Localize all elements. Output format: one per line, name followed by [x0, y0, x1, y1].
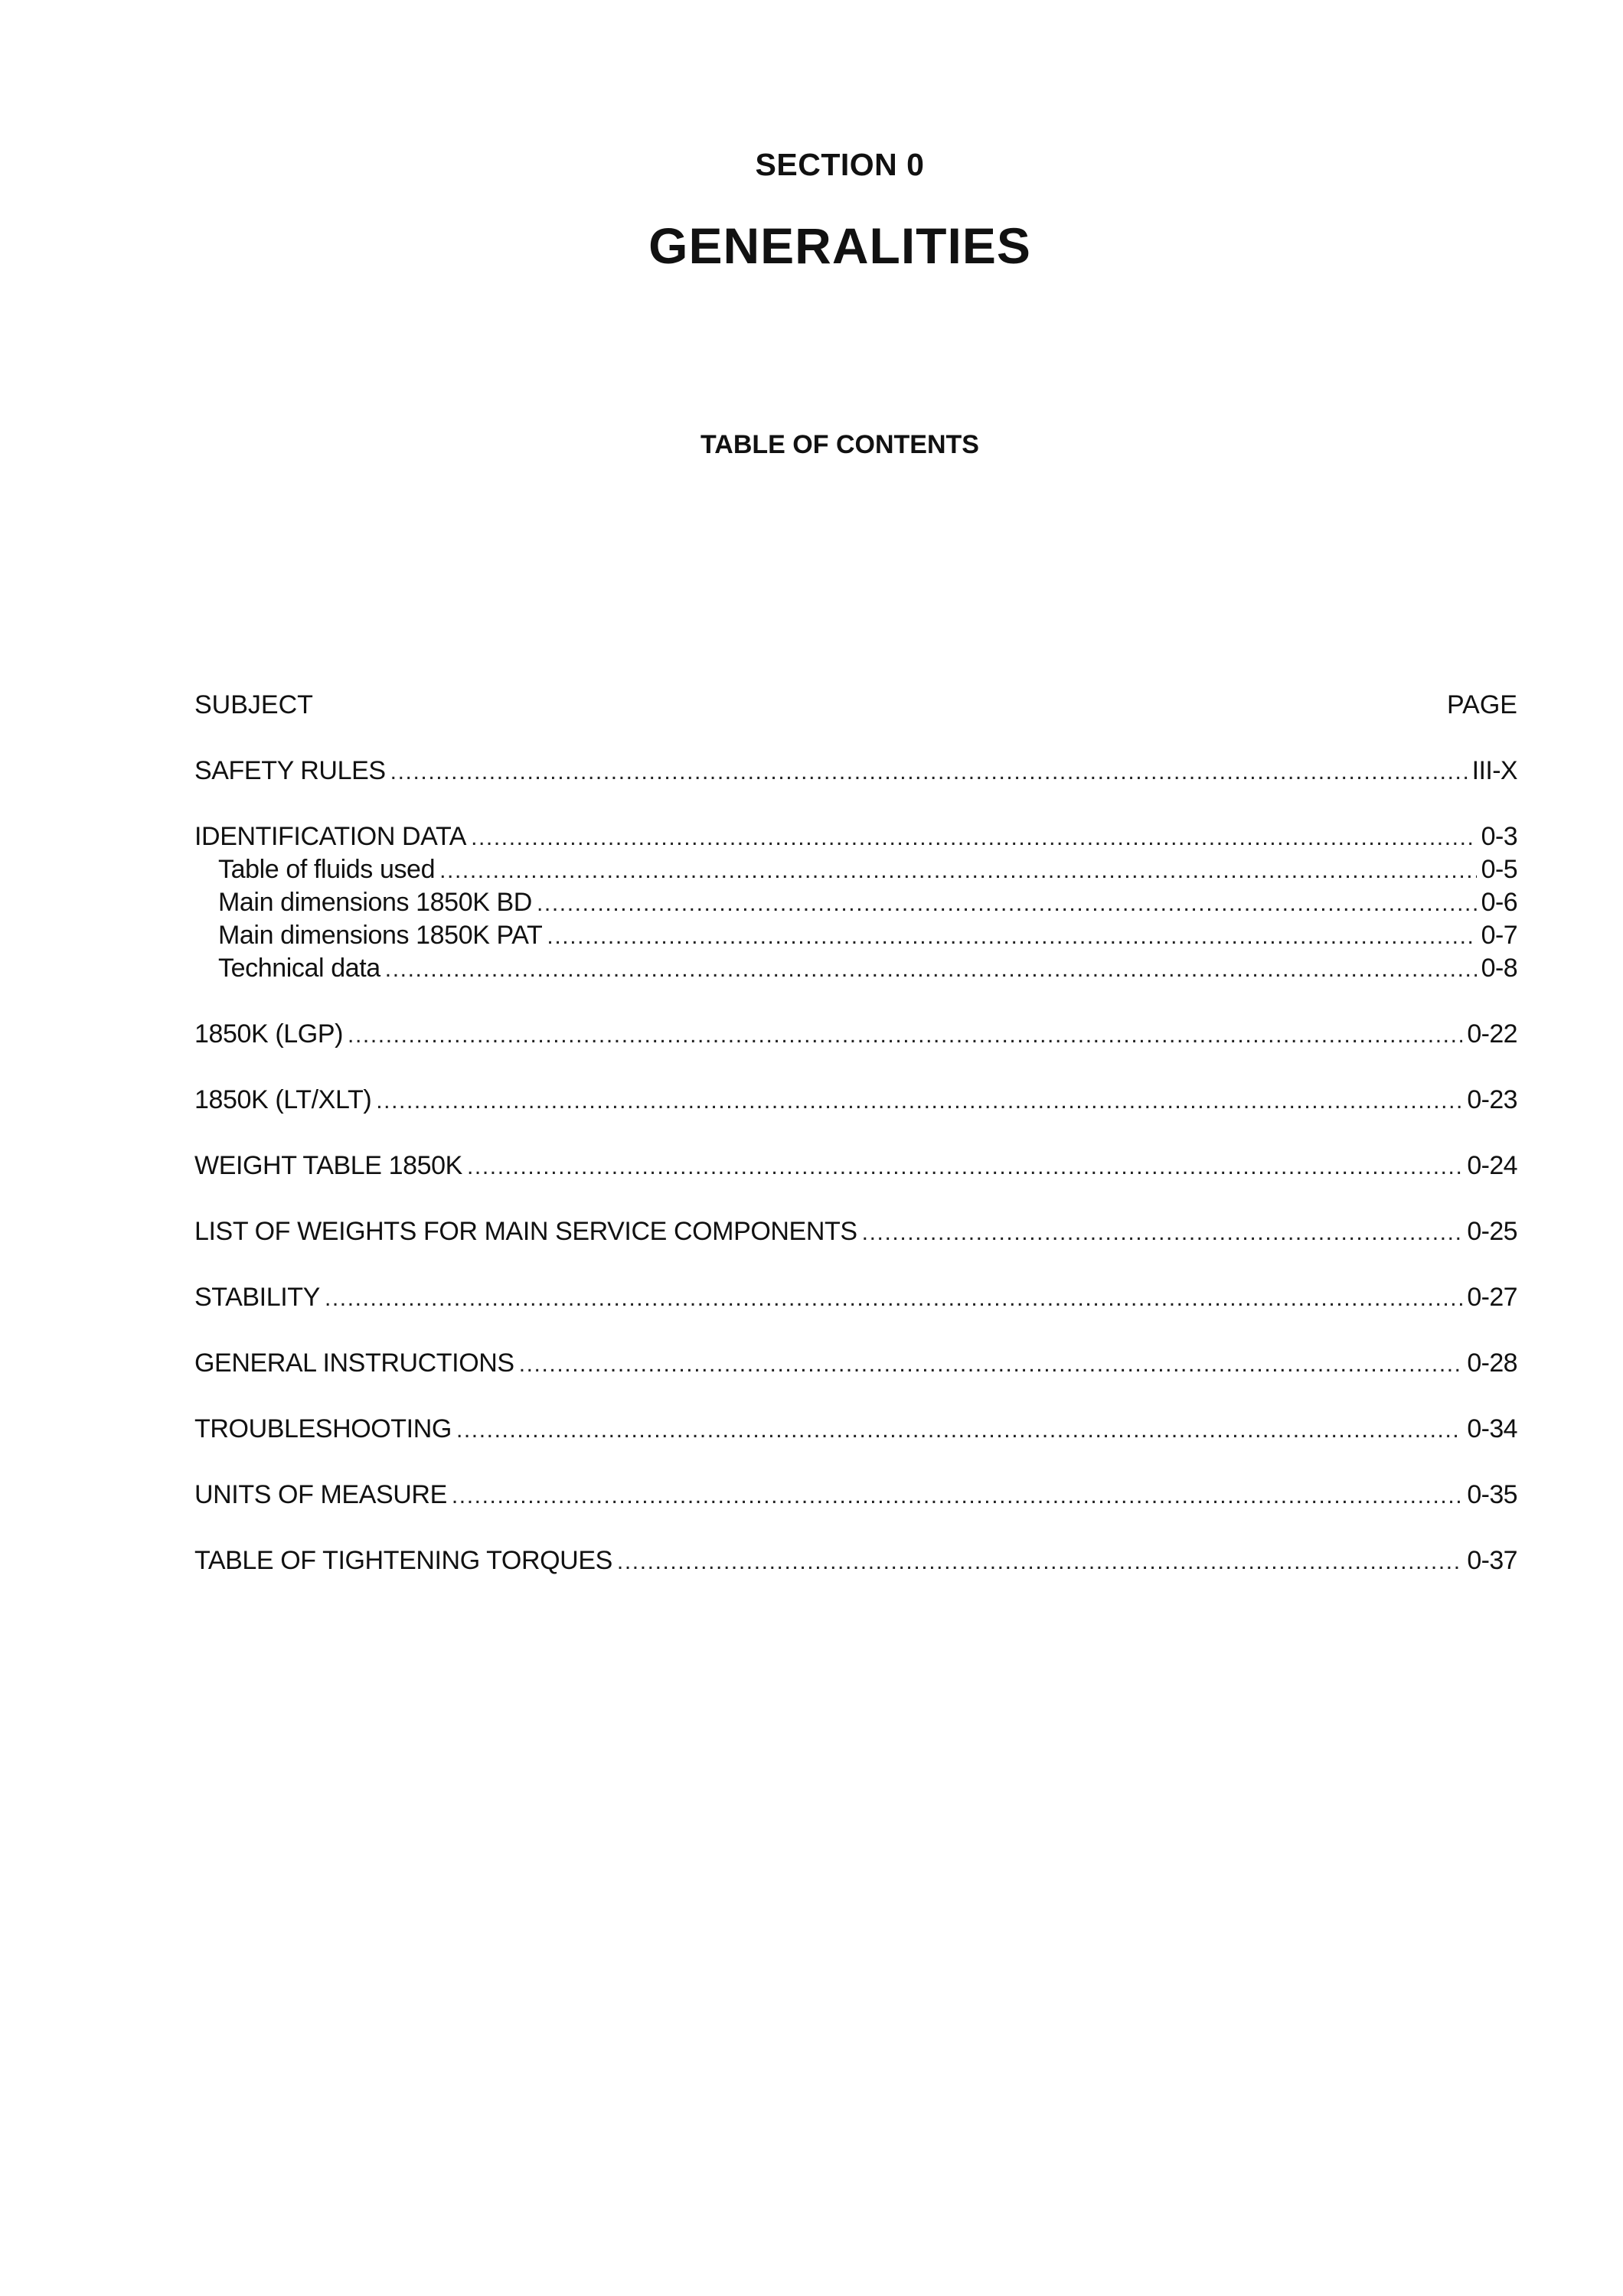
dot-leader	[376, 1084, 1462, 1117]
toc-entry-page: 0-7	[1481, 921, 1517, 950]
toc-entry-lt-xlt[interactable]	[194, 1084, 1517, 1117]
dot-leader	[348, 1019, 1462, 1052]
toc-entry-label: 1850K (LT/XLT)	[194, 1085, 372, 1114]
toc-entry-label: TABLE OF TIGHTENING TORQUES	[194, 1546, 612, 1575]
toc-entry-page: 0-6	[1481, 888, 1517, 917]
toc-entry-label: Main dimensions 1850K BD	[218, 888, 532, 917]
toc-entry-label: Table of fluids used	[218, 855, 436, 884]
toc-entry-troubleshooting[interactable]	[194, 1413, 1517, 1446]
dot-leader	[385, 953, 1477, 986]
dot-leader	[467, 1150, 1462, 1183]
toc-entry-label: IDENTIFICATION DATA	[194, 822, 467, 851]
toc-entry-page: 0-37	[1467, 1546, 1517, 1575]
toc-subentry-technical-data[interactable]	[194, 952, 1517, 985]
toc-entry-page: 0-22	[1467, 1019, 1517, 1049]
dot-leader	[456, 1414, 1462, 1446]
toc-entry-identification-data[interactable]	[194, 820, 1517, 853]
toc-subentry-dimensions-pat[interactable]	[194, 919, 1517, 952]
section-label: SECTION 0	[755, 147, 925, 182]
dot-leader	[452, 1479, 1462, 1512]
toc-entry-page: 0-34	[1467, 1414, 1517, 1443]
subject-column-header: SUBJECT	[194, 690, 313, 719]
toc-entry-tightening-torques[interactable]	[194, 1544, 1517, 1577]
toc-header	[194, 689, 1517, 722]
toc-entry-label: STABILITY	[194, 1283, 320, 1312]
toc-entry-page: 0-24	[1467, 1151, 1517, 1180]
toc-entry-safety-rules[interactable]	[194, 755, 1517, 788]
toc-entry-stability[interactable]	[194, 1281, 1517, 1314]
toc-entry-label: Main dimensions 1850K PAT	[218, 921, 543, 950]
toc-entry-label: TROUBLESHOOTING	[194, 1414, 452, 1443]
dot-leader	[519, 1348, 1463, 1381]
toc-entry-page: 0-8	[1481, 954, 1517, 983]
dot-leader	[471, 821, 1477, 854]
toc-subentry-fluids[interactable]	[194, 853, 1517, 886]
toc-entry-list-of-weights[interactable]	[194, 1215, 1517, 1248]
toc-entry-label: SAFETY RULES	[194, 756, 386, 785]
toc-entry-page: 0-35	[1467, 1480, 1517, 1509]
page-column-header: PAGE	[1447, 690, 1517, 719]
toc-entry-label: UNITS OF MEASURE	[194, 1480, 447, 1509]
dot-leader	[390, 755, 1468, 788]
toc-entry-page: III-X	[1471, 756, 1517, 785]
toc-subentry-dimensions-bd[interactable]	[194, 886, 1517, 919]
toc-entry-label: 1850K (LGP)	[194, 1019, 344, 1049]
dot-leader	[547, 920, 1476, 953]
toc-entry-label: WEIGHT TABLE 1850K	[194, 1151, 462, 1180]
toc-entry-page: 0-28	[1467, 1349, 1517, 1378]
dot-leader	[862, 1216, 1463, 1249]
dot-leader	[325, 1282, 1462, 1315]
toc-entry-page: 0-5	[1481, 855, 1517, 884]
toc-entry-page: 0-3	[1481, 822, 1517, 851]
toc-title: TABLE OF CONTENTS	[700, 430, 979, 459]
toc-entry-label: LIST OF WEIGHTS FOR MAIN SERVICE COMPONENTS	[194, 1217, 857, 1246]
toc-entry-general-instructions[interactable]	[194, 1347, 1517, 1380]
toc-entry-label: GENERAL INSTRUCTIONS	[194, 1349, 514, 1378]
toc-entry-page: 0-23	[1467, 1085, 1517, 1114]
dot-leader	[617, 1545, 1462, 1578]
section-title: GENERALITIES	[648, 217, 1031, 274]
toc-entry-page: 0-27	[1467, 1283, 1517, 1312]
toc-entry-weight-table[interactable]	[194, 1150, 1517, 1182]
toc-entry-page: 0-25	[1467, 1217, 1517, 1246]
dot-leader	[537, 887, 1477, 920]
toc-entry-lgp[interactable]	[194, 1018, 1517, 1051]
toc-entry-label: Technical data	[218, 954, 380, 983]
table-of-contents	[194, 689, 1517, 1577]
dot-leader	[439, 854, 1477, 887]
toc-entry-units-of-measure[interactable]	[194, 1479, 1517, 1512]
